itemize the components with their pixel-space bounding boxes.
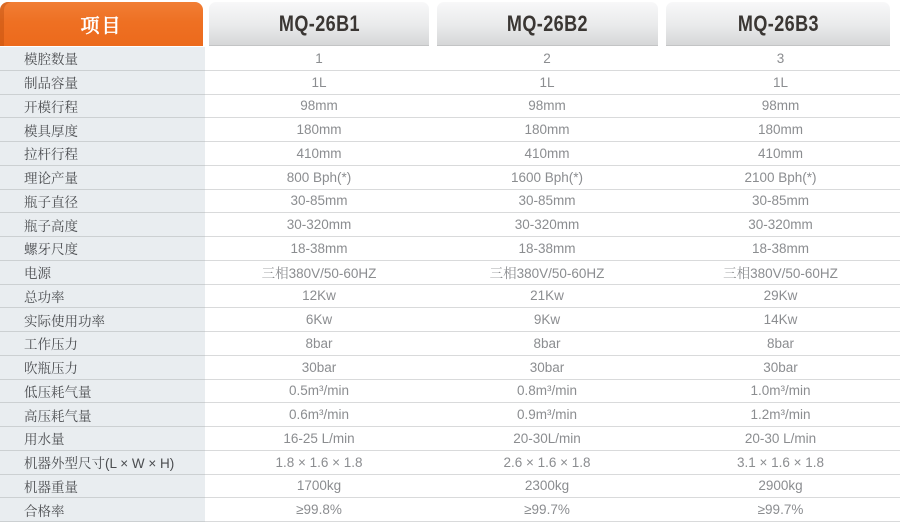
row-value-mq-26b1: 410mm	[205, 142, 433, 166]
row-label: 低压耗气量	[0, 380, 205, 404]
table-body	[0, 47, 900, 522]
row-value-mq-26b2: 2.6 × 1.6 × 1.8	[433, 451, 661, 475]
model-name-label: MQ-26B3	[737, 10, 819, 36]
column-header-mq-26b3	[666, 2, 890, 46]
row-value-mq-26b1: 1	[205, 47, 433, 71]
row-value-mq-26b1: 0.5m³/min	[205, 380, 433, 404]
table-row	[0, 332, 900, 356]
row-label: 吹瓶压力	[0, 356, 205, 380]
row-label: 机器外型尺寸(L × W × H)	[0, 451, 205, 475]
row-value-mq-26b3: 三相380V/50-60HZ	[661, 261, 900, 285]
row-value-mq-26b2: 30bar	[433, 356, 661, 380]
row-value-mq-26b2: 9Kw	[433, 308, 661, 332]
row-value-mq-26b3: 3	[661, 47, 900, 71]
row-value-mq-26b2: 30-85mm	[433, 190, 661, 214]
table-row	[0, 356, 900, 380]
row-value-mq-26b2: 21Kw	[433, 285, 661, 309]
row-value-mq-26b3: 180mm	[661, 118, 900, 142]
row-label: 瓶子直径	[0, 190, 205, 214]
row-label: 电源	[0, 261, 205, 285]
row-value-mq-26b3: 30-320mm	[661, 213, 900, 237]
row-label: 工作压力	[0, 332, 205, 356]
row-value-mq-26b2: 0.8m³/min	[433, 380, 661, 404]
row-value-mq-26b1: 12Kw	[205, 285, 433, 309]
table-row	[0, 213, 900, 237]
row-value-mq-26b3: 30bar	[661, 356, 900, 380]
row-value-mq-26b2: 180mm	[433, 118, 661, 142]
row-value-mq-26b3: 14Kw	[661, 308, 900, 332]
table-row	[0, 427, 900, 451]
table-row	[0, 47, 900, 71]
table-row	[0, 142, 900, 166]
model-name-label: MQ-26B1	[278, 10, 360, 36]
table-row	[0, 451, 900, 475]
row-label: 瓶子高度	[0, 213, 205, 237]
row-value-mq-26b2: 三相380V/50-60HZ	[433, 261, 661, 285]
row-label: 合格率	[0, 498, 205, 522]
table-row	[0, 285, 900, 309]
row-value-mq-26b2: 98mm	[433, 95, 661, 119]
table-row	[0, 166, 900, 190]
row-label: 开模行程	[0, 95, 205, 119]
row-value-mq-26b2: 0.9m³/min	[433, 403, 661, 427]
table-row	[0, 95, 900, 119]
row-label: 理论产量	[0, 166, 205, 190]
row-value-mq-26b3: 2900kg	[661, 475, 900, 499]
row-label: 模腔数量	[0, 47, 205, 71]
table-row	[0, 118, 900, 142]
row-value-mq-26b2: 18-38mm	[433, 237, 661, 261]
table-row	[0, 498, 900, 522]
row-value-mq-26b3: 20-30 L/min	[661, 427, 900, 451]
table-row	[0, 237, 900, 261]
row-value-mq-26b1: 30-85mm	[205, 190, 433, 214]
row-value-mq-26b1: 18-38mm	[205, 237, 433, 261]
table-row	[0, 261, 900, 285]
row-value-mq-26b2: 8bar	[433, 332, 661, 356]
row-value-mq-26b2: 1L	[433, 71, 661, 95]
row-value-mq-26b3: 30-85mm	[661, 190, 900, 214]
row-value-mq-26b3: 2100 Bph(*)	[661, 166, 900, 190]
row-value-mq-26b3: 29Kw	[661, 285, 900, 309]
row-label: 总功率	[0, 285, 205, 309]
row-value-mq-26b1: 1.8 × 1.6 × 1.8	[205, 451, 433, 475]
row-value-mq-26b2: 2	[433, 47, 661, 71]
model-name-label: MQ-26B2	[506, 10, 589, 36]
row-value-mq-26b1: 800 Bph(*)	[205, 166, 433, 190]
row-value-mq-26b2: 2300kg	[433, 475, 661, 499]
row-value-mq-26b2: 30-320mm	[433, 213, 661, 237]
row-value-mq-26b2: ≥99.7%	[433, 498, 661, 522]
table-row	[0, 190, 900, 214]
column-header-mq-26b1	[209, 2, 429, 46]
row-label: 高压耗气量	[0, 403, 205, 427]
row-value-mq-26b1: 1700kg	[205, 475, 433, 499]
column-header-item: 项目	[0, 2, 203, 46]
table-row	[0, 403, 900, 427]
row-value-mq-26b1: 三相380V/50-60HZ	[205, 261, 433, 285]
row-value-mq-26b1: 8bar	[205, 332, 433, 356]
row-value-mq-26b3: 1L	[661, 71, 900, 95]
row-label: 拉杆行程	[0, 142, 205, 166]
table-row	[0, 308, 900, 332]
row-value-mq-26b2: 20-30L/min	[433, 427, 661, 451]
row-label: 制品容量	[0, 71, 205, 95]
table-row	[0, 380, 900, 404]
table-row	[0, 475, 900, 499]
row-value-mq-26b3: 1.0m³/min	[661, 380, 900, 404]
row-value-mq-26b1: 30bar	[205, 356, 433, 380]
row-label: 螺牙尺度	[0, 237, 205, 261]
row-value-mq-26b3: 1.2m³/min	[661, 403, 900, 427]
row-value-mq-26b3: 410mm	[661, 142, 900, 166]
row-label: 机器重量	[0, 475, 205, 499]
row-value-mq-26b1: 0.6m³/min	[205, 403, 433, 427]
column-header-mq-26b2	[437, 2, 658, 46]
row-value-mq-26b3: 18-38mm	[661, 237, 900, 261]
row-label: 用水量	[0, 427, 205, 451]
row-value-mq-26b1: 30-320mm	[205, 213, 433, 237]
row-value-mq-26b3: 8bar	[661, 332, 900, 356]
table-row	[0, 71, 900, 95]
row-label: 模具厚度	[0, 118, 205, 142]
row-value-mq-26b1: 6Kw	[205, 308, 433, 332]
table-header-row	[0, 2, 900, 46]
row-value-mq-26b3: 3.1 × 1.6 × 1.8	[661, 451, 900, 475]
row-value-mq-26b2: 1600 Bph(*)	[433, 166, 661, 190]
row-value-mq-26b3: 98mm	[661, 95, 900, 119]
row-label: 实际使用功率	[0, 308, 205, 332]
row-value-mq-26b3: ≥99.7%	[661, 498, 900, 522]
row-value-mq-26b1: ≥99.8%	[205, 498, 433, 522]
row-value-mq-26b1: 1L	[205, 71, 433, 95]
row-value-mq-26b1: 180mm	[205, 118, 433, 142]
row-value-mq-26b1: 16-25 L/min	[205, 427, 433, 451]
row-value-mq-26b1: 98mm	[205, 95, 433, 119]
row-value-mq-26b2: 410mm	[433, 142, 661, 166]
